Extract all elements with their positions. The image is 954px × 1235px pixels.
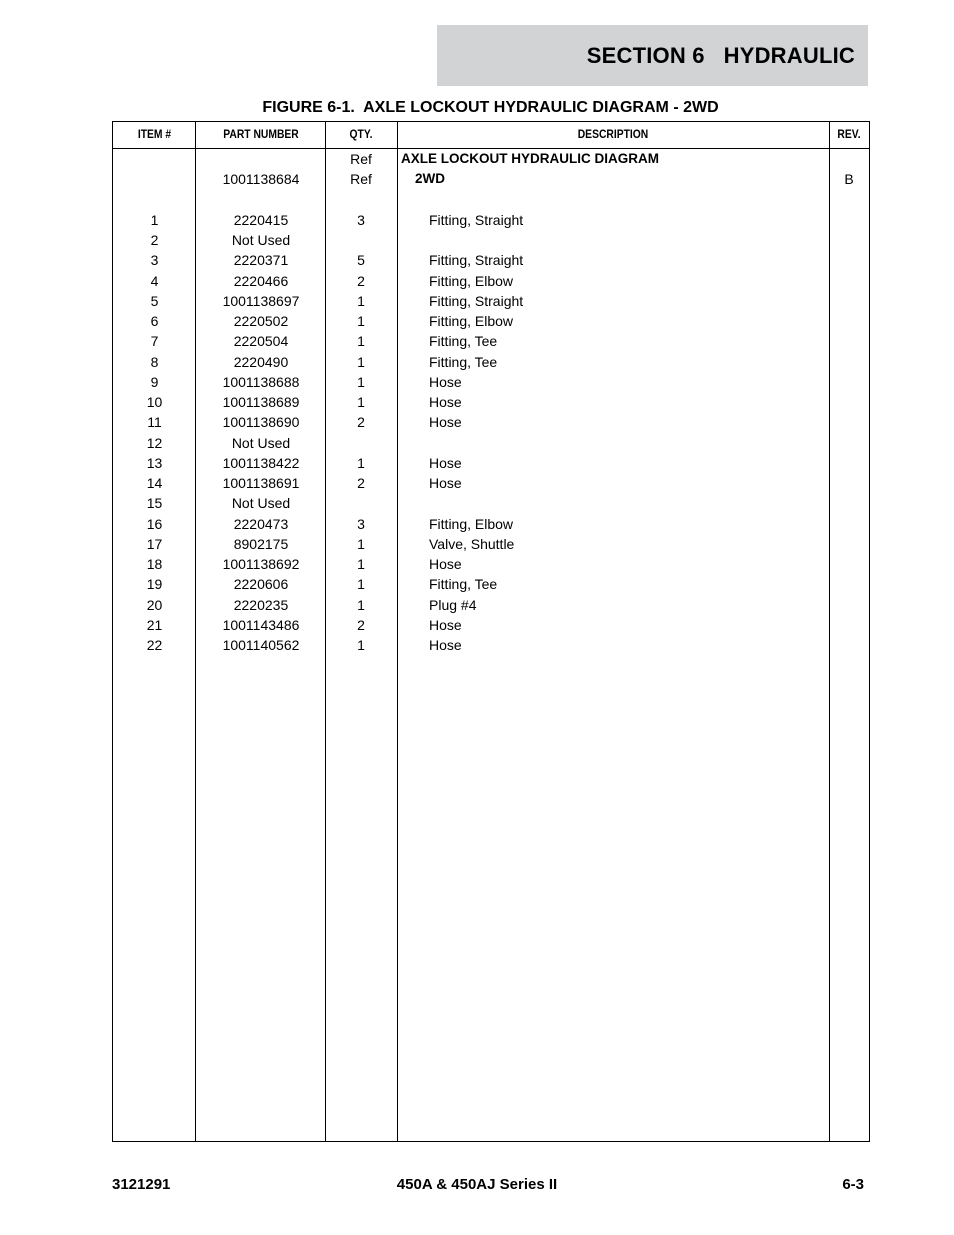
table-row: [113, 574, 869, 594]
item-cell: 16: [146, 515, 163, 532]
header-description: DESCRIPTION: [577, 127, 649, 141]
qty-cell: 2: [357, 616, 365, 633]
qty-cell: 1: [357, 596, 365, 613]
description-cell: Fitting, Elbow: [429, 272, 514, 289]
footer-doc-number: 3121291: [112, 1176, 171, 1193]
table-row: [113, 473, 869, 493]
item-cell: 18: [146, 556, 163, 572]
table-row: [113, 352, 869, 372]
qty-cell: 1: [357, 353, 365, 370]
qty-cell: 1: [357, 637, 365, 653]
qty-cell: 1: [357, 333, 365, 350]
table-row: [113, 453, 869, 473]
item-cell: 2: [150, 232, 159, 248]
description-cell: Hose: [429, 414, 462, 431]
qty-cell: 1: [357, 535, 365, 552]
table-row: [113, 331, 869, 351]
part-number-cell: 1001138697: [222, 292, 300, 309]
header-rev: REV.: [837, 127, 861, 141]
table-row: [113, 230, 869, 250]
part-number-cell: 1001138692: [222, 556, 300, 572]
item-cell: 6: [150, 313, 159, 329]
part-number-cell: 2220235: [233, 596, 289, 613]
table-row: [113, 595, 869, 615]
part-number-cell: 1001138684: [222, 171, 300, 188]
table-row: [113, 190, 869, 210]
table-row: [113, 493, 869, 513]
description-cell: Hose: [429, 637, 462, 653]
item-cell: 21: [146, 616, 163, 633]
table-row: [113, 210, 869, 230]
description-cell: Fitting, Straight: [429, 252, 524, 269]
description-cell: Fitting, Elbow: [429, 515, 514, 532]
item-cell: 22: [146, 637, 163, 653]
item-cell: 8: [150, 353, 159, 370]
part-number-cell: 2220473: [233, 515, 289, 532]
description-cell: Hose: [429, 556, 462, 572]
description-cell: Hose: [429, 373, 462, 390]
item-cell: 13: [146, 454, 163, 471]
table-row: [113, 615, 869, 635]
part-number-cell: 1001138691: [222, 475, 300, 491]
part-number-cell: 2220466: [233, 272, 289, 289]
item-cell: 3: [150, 252, 159, 269]
table-row: [113, 514, 869, 534]
part-number-cell: 2220606: [233, 576, 289, 593]
item-cell: 19: [146, 576, 163, 593]
section-header: [437, 25, 868, 86]
item-cell: 11: [147, 414, 162, 431]
qty-cell: 1: [357, 292, 365, 309]
qty-cell: 2: [357, 272, 365, 289]
header-part-number: PART NUMBER: [223, 127, 299, 141]
qty-cell: 1: [357, 373, 365, 390]
table-row: [113, 291, 869, 311]
parts-table: [112, 121, 870, 1142]
part-number-cell: Not Used: [231, 232, 291, 248]
item-cell: 5: [150, 292, 159, 309]
description-cell: Hose: [429, 394, 462, 410]
qty-cell: 1: [357, 394, 365, 410]
table-row: [113, 534, 869, 554]
item-cell: 17: [146, 535, 163, 552]
item-cell: 15: [146, 495, 163, 512]
description-cell: Plug #4: [429, 596, 477, 613]
description-cell: Valve, Shuttle: [429, 535, 515, 552]
description-cell: AXLE LOCKOUT HYDRAULIC DIAGRAM: [401, 151, 659, 166]
part-number-cell: 1001143486: [222, 616, 300, 633]
part-number-cell: 8902175: [233, 535, 289, 552]
part-number-cell: 1001138690: [222, 414, 300, 431]
description-cell: Fitting, Elbow: [429, 313, 514, 329]
table-row: [113, 271, 869, 291]
table-row: [113, 433, 869, 453]
rev-cell: B: [844, 171, 854, 188]
description-cell: Fitting, Tee: [429, 333, 498, 350]
description-cell: Hose: [429, 616, 462, 633]
header-qty: QTY.: [349, 127, 373, 141]
table-row: [113, 392, 869, 412]
item-cell: 20: [146, 596, 163, 613]
table-row: [113, 372, 869, 392]
item-cell: 9: [150, 373, 159, 390]
qty-cell: Ref: [350, 171, 372, 188]
part-number-cell: Not Used: [231, 434, 291, 451]
qty-cell: Ref: [350, 151, 372, 167]
qty-cell: 1: [357, 454, 365, 471]
qty-cell: 1: [357, 576, 365, 593]
section-title: SECTION 6 HYDRAULIC: [586, 42, 855, 68]
part-number-cell: 1001138688: [222, 373, 300, 390]
table-row: [113, 635, 869, 655]
qty-cell: 2: [357, 414, 365, 431]
table-row: [113, 169, 869, 189]
qty-cell: 3: [357, 211, 365, 228]
description-cell: Fitting, Straight: [429, 292, 524, 309]
part-number-cell: 2220490: [233, 353, 289, 370]
qty-cell: 1: [357, 313, 365, 329]
part-number-cell: Not Used: [231, 495, 291, 512]
description-cell: Fitting, Straight: [429, 211, 524, 228]
part-number-cell: 1001138689: [222, 394, 300, 410]
table-row: [113, 250, 869, 270]
table-row: [113, 412, 869, 432]
part-number-cell: 1001140562: [222, 637, 300, 653]
qty-cell: 2: [357, 475, 365, 491]
part-number-cell: 1001138422: [222, 454, 300, 471]
figure-title: FIGURE 6-1. AXLE LOCKOUT HYDRAULIC DIAGRAM - 2WD: [262, 99, 719, 116]
table-row: [113, 311, 869, 331]
item-cell: 1: [150, 211, 159, 228]
header-item: ITEM #: [137, 127, 172, 141]
qty-cell: 3: [357, 515, 365, 532]
description-cell: Fitting, Tee: [429, 353, 498, 370]
part-number-cell: 2220415: [233, 211, 289, 228]
item-cell: 4: [150, 272, 159, 289]
description-cell: Fitting, Tee: [429, 576, 498, 593]
footer-model: 450A & 450AJ Series II: [396, 1176, 558, 1193]
part-number-cell: 2220504: [233, 333, 289, 350]
qty-cell: 5: [357, 252, 365, 269]
footer-page-number: 6-3: [842, 1176, 864, 1193]
table-row: [113, 149, 869, 169]
description-cell: Hose: [429, 475, 462, 491]
part-number-cell: 2220371: [233, 252, 289, 269]
description-cell: 2WD: [415, 171, 445, 187]
part-number-cell: 2220502: [233, 313, 289, 329]
item-cell: 12: [146, 434, 163, 451]
qty-cell: 1: [357, 556, 365, 572]
item-cell: 7: [150, 333, 159, 350]
description-cell: Hose: [429, 454, 462, 471]
item-cell: 14: [146, 475, 163, 491]
item-cell: 10: [146, 394, 163, 410]
table-row: [113, 554, 869, 574]
